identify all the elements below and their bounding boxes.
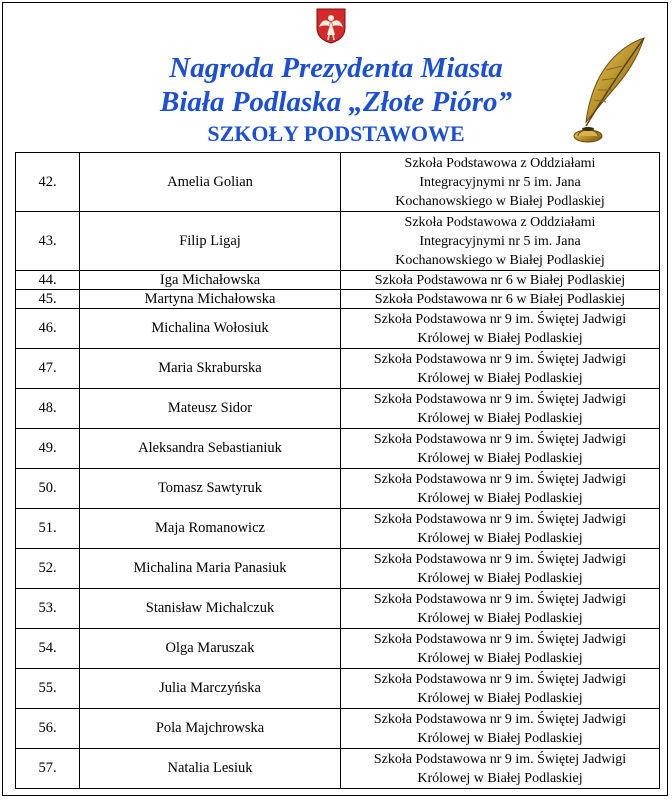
school-name: [341, 509, 660, 549]
student-name: Maria Skraburska: [80, 349, 341, 389]
table-row: [16, 589, 660, 629]
row-number: 48.: [16, 389, 80, 429]
row-number: 46.: [16, 309, 80, 349]
golden-quill-icon: [566, 36, 648, 148]
school-name-line: Królowej w Białej Podlaskiej: [417, 610, 583, 626]
row-number: 43.: [16, 212, 80, 271]
student-name: Aleksandra Sebastianiuk: [80, 429, 341, 469]
school-name-line: Szkoła Podstawowa z Oddziałami: [404, 214, 596, 230]
school-name-line: Szkoła Podstawowa nr 9 im. Świętej Jadwigi: [373, 551, 627, 567]
school-name-line: Królowej w Białej Podlaskiej: [417, 330, 583, 346]
school-name-line: Królowej w Białej Podlaskiej: [417, 410, 583, 426]
school-name: [341, 349, 660, 389]
school-name-line: Kochanowskiego w Białej Podlaskiej: [395, 252, 605, 268]
school-name: [341, 153, 660, 212]
table-row: [16, 709, 660, 749]
table-row: [16, 309, 660, 349]
school-name: [341, 749, 660, 789]
school-name-line: Królowej w Białej Podlaskiej: [417, 530, 583, 546]
school-name-line: Szkoła Podstawowa nr 9 im. Świętej Jadwigi: [373, 351, 627, 367]
school-name: [341, 212, 660, 271]
school-name: [341, 271, 660, 290]
row-number: 55.: [16, 669, 80, 709]
table-row: [16, 349, 660, 389]
student-name: Mateusz Sidor: [80, 389, 341, 429]
school-name-line: Szkoła Podstawowa nr 9 im. Świętej Jadwigi: [373, 391, 627, 407]
school-name-line: Królowej w Białej Podlaskiej: [417, 770, 583, 786]
student-name: Natalia Lesiuk: [80, 749, 341, 789]
student-name: Pola Majchrowska: [80, 709, 341, 749]
school-name-line: Szkoła Podstawowa nr 9 im. Świętej Jadwigi: [373, 311, 627, 327]
school-name: [341, 549, 660, 589]
row-number: 53.: [16, 589, 80, 629]
table-row: [16, 290, 660, 309]
student-name: Michalina Maria Panasiuk: [80, 549, 341, 589]
school-name: [341, 389, 660, 429]
row-number: 50.: [16, 469, 80, 509]
student-name: Maja Romanowicz: [80, 509, 341, 549]
school-name-line: Szkoła Podstawowa nr 9 im. Świętej Jadwigi: [373, 751, 627, 767]
table-row: [16, 749, 660, 789]
row-number: 49.: [16, 429, 80, 469]
table-row: [16, 669, 660, 709]
coat-of-arms-icon: [316, 8, 346, 44]
row-number: 42.: [16, 153, 80, 212]
school-name: [341, 429, 660, 469]
row-number: 45.: [16, 290, 80, 309]
student-name: Filip Ligaj: [80, 212, 341, 271]
table-row: [16, 549, 660, 589]
table-row: [16, 212, 660, 271]
section-subtitle: SZKOŁY PODSTAWOWE: [207, 121, 465, 146]
school-name-line: Królowej w Białej Podlaskiej: [417, 690, 583, 706]
student-name: Julia Marczyńska: [80, 669, 341, 709]
row-number: 51.: [16, 509, 80, 549]
school-name-line: Królowej w Białej Podlaskiej: [417, 450, 583, 466]
student-name: Stanisław Michalczuk: [80, 589, 341, 629]
row-number: 44.: [16, 271, 80, 290]
school-name-line: Integracyjnymi nr 5 im. Jana: [419, 174, 581, 190]
page-header: [0, 0, 672, 152]
school-name-line: Integracyjnymi nr 5 im. Jana: [419, 233, 581, 249]
student-name: Olga Maruszak: [80, 629, 341, 669]
table-row: [16, 509, 660, 549]
student-name: Michalina Wołosiuk: [80, 309, 341, 349]
table-row: [16, 153, 660, 212]
student-name: Tomasz Sawtyruk: [80, 469, 341, 509]
school-name-line: Szkoła Podstawowa nr 9 im. Świętej Jadwigi: [373, 511, 627, 527]
school-name-line: Szkoła Podstawowa nr 9 im. Świętej Jadwigi: [373, 711, 627, 727]
table-row: [16, 389, 660, 429]
school-name-line: Szkoła Podstawowa nr 9 im. Świętej Jadwigi: [373, 631, 627, 647]
school-name-line: Królowej w Białej Podlaskiej: [417, 570, 583, 586]
school-name-line: Szkoła Podstawowa nr 9 im. Świętej Jadwigi: [373, 431, 627, 447]
row-number: 54.: [16, 629, 80, 669]
title-line-1: Nagroda Prezydenta Miasta: [169, 52, 503, 84]
school-name: [341, 589, 660, 629]
school-name: [341, 629, 660, 669]
school-name-line: Kochanowskiego w Białej Podlaskiej: [395, 193, 605, 209]
row-number: 47.: [16, 349, 80, 389]
school-name-line: Szkoła Podstawowa nr 6 w Białej Podlaskiej: [374, 272, 626, 288]
laureates-table-body: [16, 153, 660, 789]
school-name: [341, 309, 660, 349]
school-name: [341, 290, 660, 309]
table-row: [16, 271, 660, 290]
school-name-line: Szkoła Podstawowa z Oddziałami: [404, 155, 596, 171]
school-name: [341, 709, 660, 749]
title-line-2: Biała Podlaska „Złote Pióro”: [159, 86, 513, 118]
table-row: [16, 429, 660, 469]
school-name-line: Szkoła Podstawowa nr 6 w Białej Podlaskiej: [374, 291, 626, 307]
school-name-line: Królowej w Białej Podlaskiej: [417, 370, 583, 386]
student-name: Martyna Michałowska: [80, 290, 341, 309]
school-name-line: Królowej w Białej Podlaskiej: [417, 650, 583, 666]
student-name: Iga Michałowska: [80, 271, 341, 290]
school-name-line: Szkoła Podstawowa nr 9 im. Świętej Jadwigi: [373, 471, 627, 487]
student-name: Amelia Golian: [80, 153, 341, 212]
laureates-table: [15, 152, 660, 789]
table-row: [16, 629, 660, 669]
row-number: 52.: [16, 549, 80, 589]
school-name-line: Szkoła Podstawowa nr 9 im. Świętej Jadwigi: [373, 671, 627, 687]
school-name: [341, 469, 660, 509]
row-number: 56.: [16, 709, 80, 749]
school-name-line: Szkoła Podstawowa nr 9 im. Świętej Jadwigi: [373, 591, 627, 607]
table-row: [16, 469, 660, 509]
row-number: 57.: [16, 749, 80, 789]
school-name: [341, 669, 660, 709]
school-name-line: Królowej w Białej Podlaskiej: [417, 730, 583, 746]
school-name-line: Królowej w Białej Podlaskiej: [417, 490, 583, 506]
